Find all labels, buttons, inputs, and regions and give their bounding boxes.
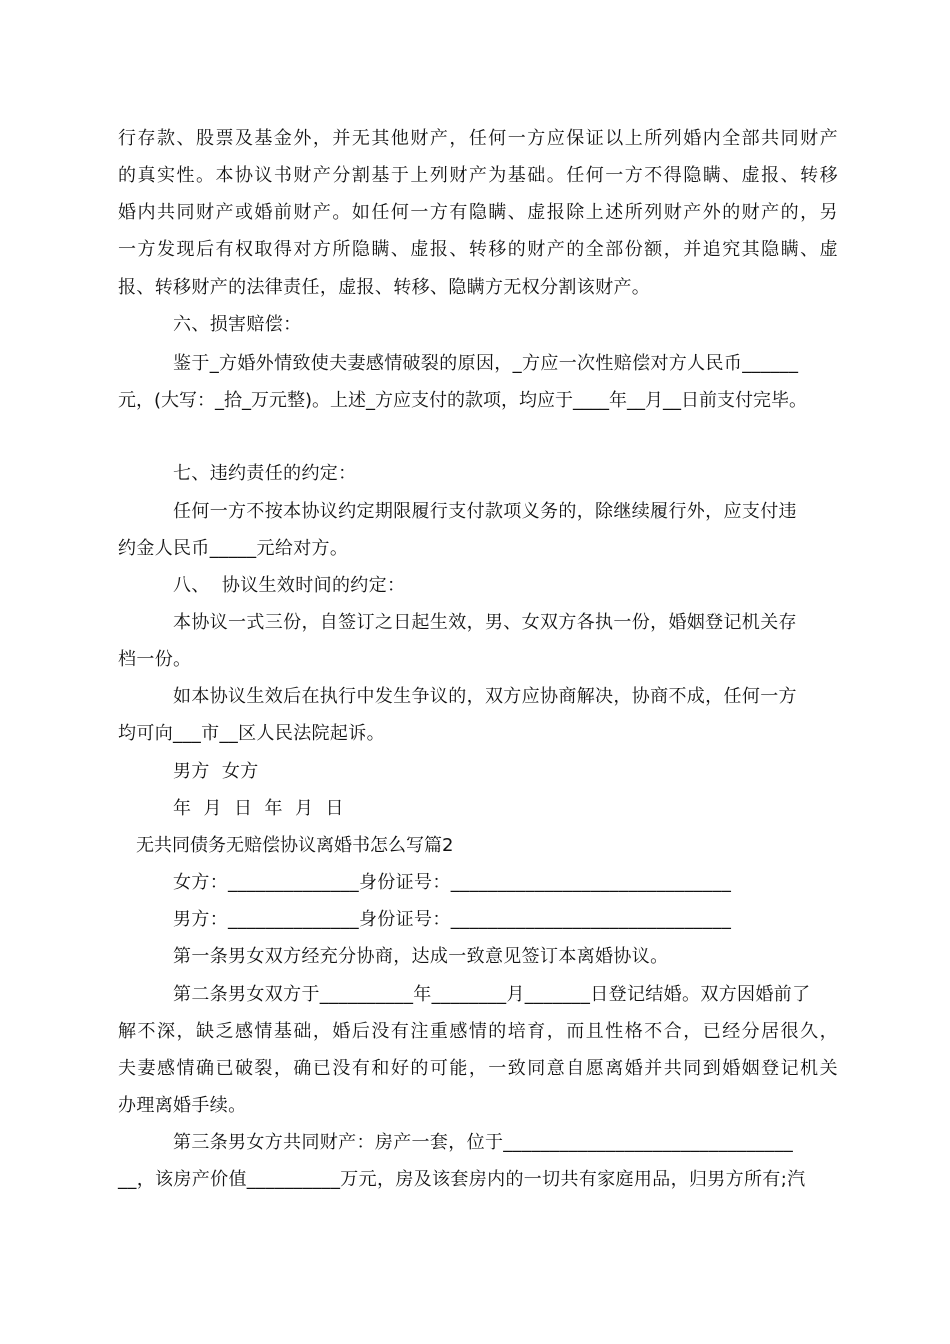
- section-heading: 八、 协议生效时间的约定：: [173, 575, 406, 596]
- paragraph-line: 均可向___市__区人民法院起诉。: [118, 723, 385, 744]
- paragraph-line: 报、转移财产的法律责任，虚报、转移、隐瞒方无权分割该财产。: [118, 277, 651, 298]
- signature-parties: 男方 女方: [173, 761, 259, 782]
- paragraph-line: 一方发现后有权取得对方所隐瞒、虚报、转移的财产的全部份额，并追究其隐瞒、虚: [118, 239, 838, 260]
- paragraph-line: 约金人民币_____元给对方。: [118, 538, 349, 559]
- paragraph-line: 婚内共同财产或婚前财产。如任何一方有隐瞒、虚报除上述所列财产外的财产的，另: [118, 202, 838, 223]
- section-heading: 六、损害赔偿：: [173, 314, 302, 335]
- section-heading: 七、违约责任的约定：: [173, 463, 357, 484]
- article-title: 无共同债务无赔偿协议离婚书怎么写篇2: [136, 835, 454, 856]
- paragraph-line: 第一条男女双方经充分协商，达成一致意见签订本离婚协议。: [173, 946, 669, 967]
- party-field-female: 女方：______________身份证号：______________________________: [173, 872, 732, 893]
- paragraph-line: 解不深，缺乏感情基础，婚后没有注重感情的培育，而且性格不合，已经分居很久，: [118, 1021, 838, 1042]
- paragraph-line: 本协议一式三份，自签订之日起生效，男、女双方各执一份，婚姻登记机关存: [173, 612, 797, 633]
- paragraph-line: 夫妻感情确已破裂，确已没有和好的可能，一致同意自愿离婚并共同到婚姻登记机关: [118, 1058, 838, 1079]
- signature-dates: 年 月 日 年 月 日: [173, 798, 344, 819]
- paragraph-line: 的真实性。本协议书财产分割基于上列财产为基础。任何一方不得隐瞒、虚报、转移: [118, 165, 838, 186]
- paragraph-line: 办理离婚手续。: [118, 1095, 247, 1116]
- paragraph-line: 任何一方不按本协议约定期限履行支付款项义务的，除继续履行外，应支付违: [173, 501, 797, 522]
- paragraph-line: 鉴于_方婚外情致使夫妻感情破裂的原因，_方应一次性赔偿对方人民币______: [173, 353, 799, 374]
- paragraph-line: 元，(大写：_拾_万元整)。上述_方应支付的款项，均应于____年__月__日前支付完毕。: [118, 390, 808, 411]
- paragraph-line: 档一份。: [118, 649, 192, 670]
- paragraph-line: 如本协议生效后在执行中发生争议的，双方应协商解决，协商不成，任何一方: [173, 686, 797, 707]
- paragraph-line: 第三条男女方共同财产：房产一套，位于_______________________________: [173, 1132, 794, 1153]
- paragraph-line: 行存款、股票及基金外，并无其他财产，任何一方应保证以上所列婚内全部共同财产: [118, 128, 838, 149]
- paragraph-line: 第二条男女双方于__________年________月_______日登记结婚。双方因婚前了: [173, 984, 811, 1005]
- paragraph-line: __，该房产价值__________万元，房及该套房内的一切共有家庭用品，归男方所有;汽: [118, 1169, 806, 1190]
- party-field-male: 男方：______________身份证号：______________________________: [173, 909, 732, 930]
